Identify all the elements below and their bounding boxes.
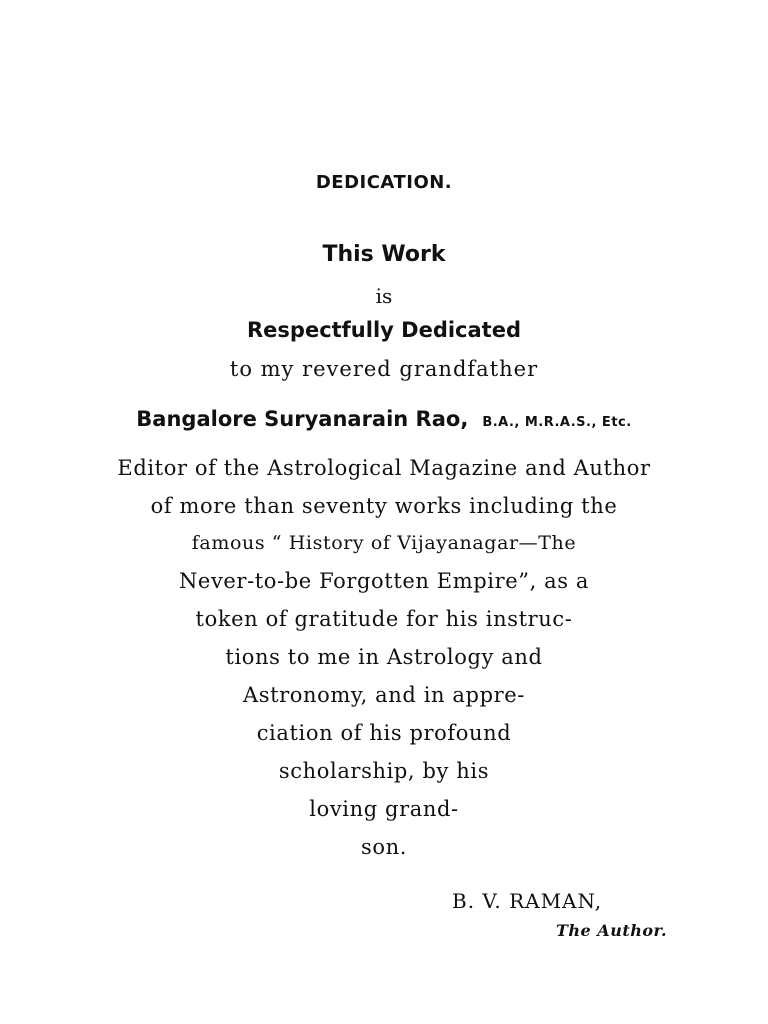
body-line: famous “ History of Vijayanagar—The bbox=[191, 532, 577, 554]
this-work-line: This Work bbox=[322, 242, 446, 267]
body-line: ciation of his profound bbox=[256, 721, 512, 745]
body-line: Never-to-be Forgotten Empire”, as a bbox=[178, 569, 590, 593]
author-caption: The Author. bbox=[556, 921, 668, 940]
body-line: of more than seventy works including the bbox=[150, 494, 618, 518]
author-signature: B. V. RAMAN, bbox=[452, 889, 603, 913]
respectfully-dedicated-line: Respectfully Dedicated bbox=[247, 318, 521, 342]
dedication-heading: DEDICATION. bbox=[315, 172, 453, 193]
body-line: scholarship, by his bbox=[278, 759, 490, 783]
body-line: tions to me in Astrology and bbox=[225, 645, 543, 669]
body-line: Astronomy, and in appre- bbox=[242, 683, 526, 707]
grandfather-degrees: B.A., M.R.A.S., Etc. bbox=[482, 415, 632, 430]
grandfather-line: to my revered grandfather bbox=[229, 357, 539, 381]
body-line: Editor of the Astrological Magazine and Author bbox=[117, 456, 651, 480]
is-line: is bbox=[375, 284, 393, 308]
body-line: son. bbox=[360, 835, 408, 859]
body-line: loving grand- bbox=[309, 797, 459, 821]
body-line: token of gratitude for his instruc- bbox=[195, 607, 573, 631]
grandfather-name: Bangalore Suryanarain Rao, bbox=[136, 407, 469, 431]
grandfather-name-line bbox=[0, 407, 768, 431]
